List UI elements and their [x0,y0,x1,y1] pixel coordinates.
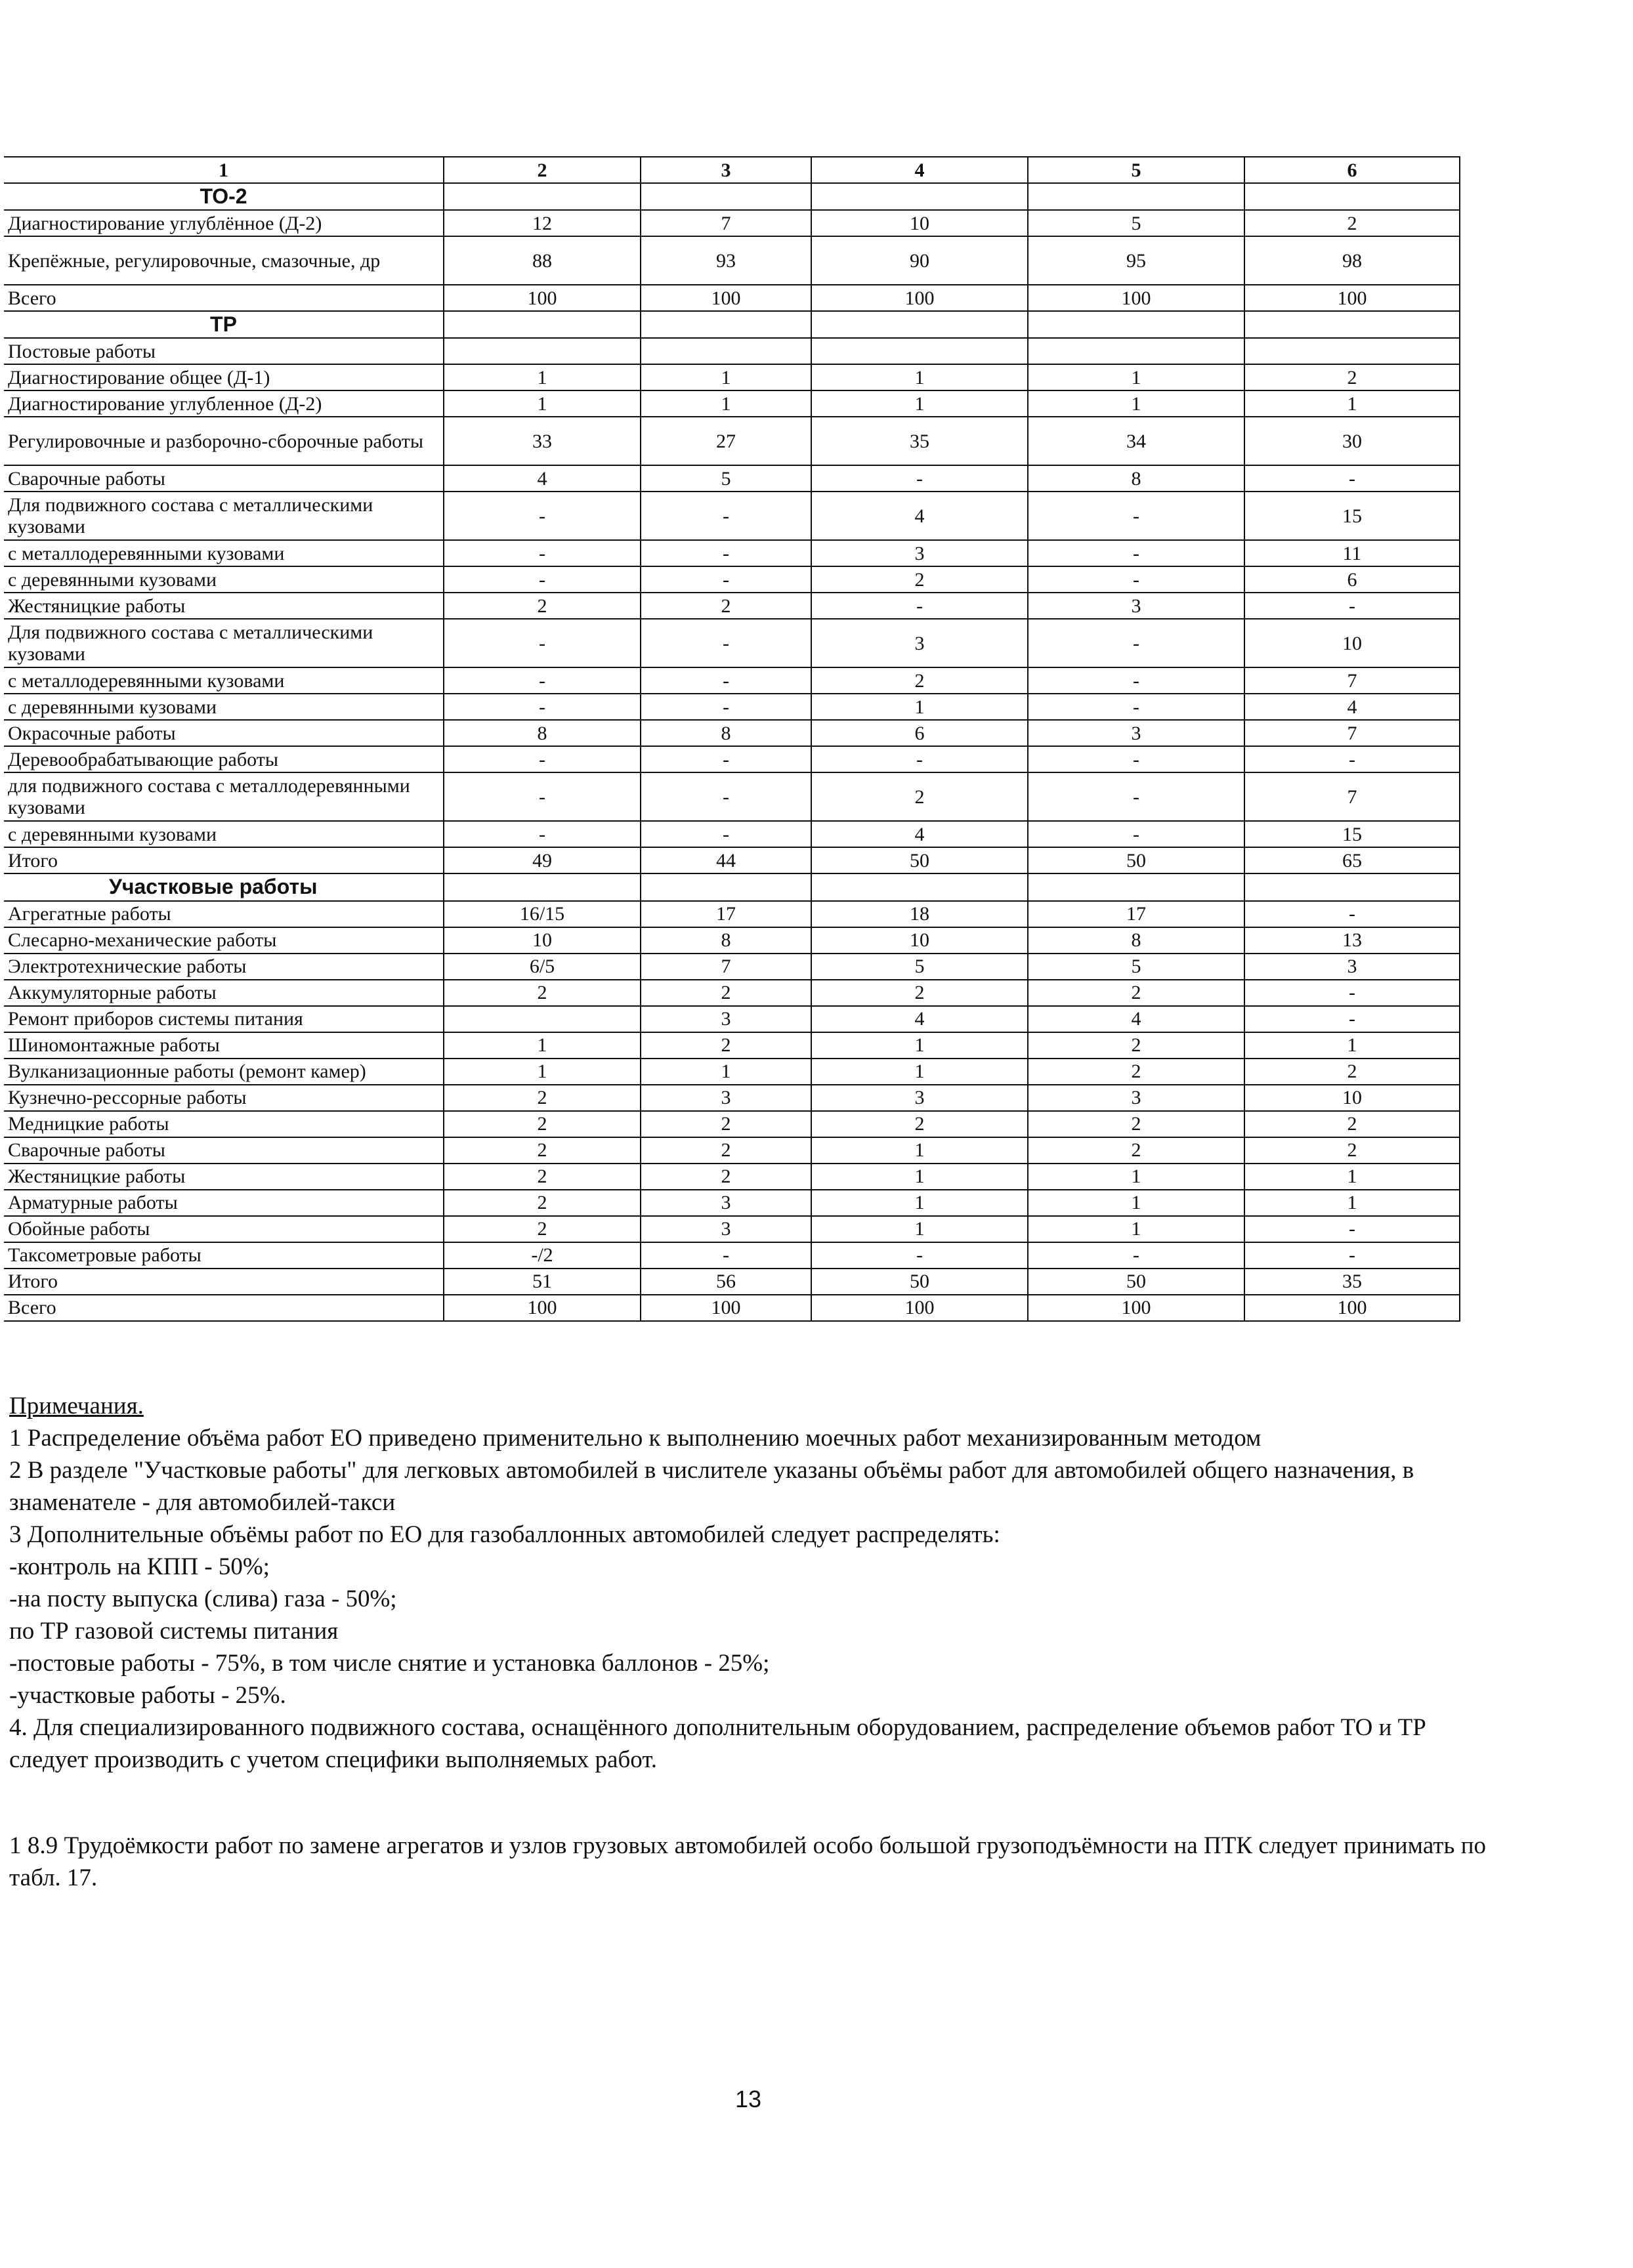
value-cell: 18 [811,901,1028,927]
value-cell [641,338,811,364]
value-cell: 3 [1028,1085,1244,1111]
value-cell: 50 [811,1269,1028,1295]
table-row [4,465,1460,492]
row-label: Агрегатные работы [4,901,444,927]
section-heading-row [4,183,1460,210]
value-cell: - [1028,619,1244,667]
table-row [4,746,1460,772]
value-cell: 100 [641,285,811,311]
value-cell: 7 [1244,667,1460,694]
row-label: Всего [4,1295,444,1321]
value-cell: 10 [444,927,641,954]
table-row [4,566,1460,593]
value-cell: 100 [811,285,1028,311]
row-label: Для подвижного состава с металлическими кузовами [4,619,444,667]
value-cell: 100 [811,1295,1028,1321]
value-cell: - [641,540,811,566]
value-cell: 100 [444,285,641,311]
value-cell: 4 [811,821,1028,847]
value-cell: 35 [811,417,1028,465]
empty-cell [811,311,1028,338]
value-cell [1244,338,1460,364]
section-paragraph [9,1830,1486,1894]
value-cell: 10 [1244,619,1460,667]
note-item: 2 В разделе "Участковые работы" для легковых автомобилей в числителе указаны объёмы работ для автомобилей общего назначения, в знаменателе - для автомобилей-такси [9,1457,1414,1516]
table-row [4,954,1460,980]
row-label: с металлодеревянными кузовами [4,540,444,566]
value-cell: - [641,566,811,593]
empty-cell [1028,183,1244,210]
value-cell: 4 [1028,1006,1244,1032]
row-label: Медницкие работы [4,1111,444,1137]
value-cell: 8 [1028,465,1244,492]
table-row [4,593,1460,619]
value-cell: 8 [444,720,641,746]
empty-cell [811,873,1028,900]
row-label: Диагностирование общее (Д-1) [4,364,444,390]
row-label: Окрасочные работы [4,720,444,746]
value-cell: 4 [444,465,641,492]
value-cell: 8 [641,720,811,746]
note-item: 4. Для специализированного подвижного состава, оснащённого дополнительным оборудованием, распределение объемов работ ТО и ТР следует производить с учетом специфики выполняемых работ. [9,1714,1426,1773]
table-row [4,1242,1460,1269]
note-item: 1 Распределение объёма работ ЕО приведено применительно к выполнению моечных работ механизированным методом [9,1425,1262,1452]
row-label: Таксометровые работы [4,1242,444,1269]
value-cell: 2 [444,593,641,619]
table-row [4,1085,1460,1111]
value-cell: - [811,593,1028,619]
value-cell: 1 [444,1059,641,1085]
table-row [4,1164,1460,1190]
row-label: Итого [4,847,444,873]
value-cell: 15 [1244,821,1460,847]
table-row [4,236,1460,285]
row-label: Диагностирование углублённое (Д-2) [4,210,444,236]
value-cell: - [641,1242,811,1269]
value-cell: 1 [1028,390,1244,417]
note-item: 3 Дополнительные объёмы работ по ЕО для газобаллонных автомобилей следует распределять: [9,1521,1000,1548]
value-cell: 1 [811,1190,1028,1216]
notes-block [9,1390,1486,1776]
value-cell: 1 [444,364,641,390]
row-label: Всего [4,285,444,311]
value-cell: 2 [811,566,1028,593]
value-cell: - [444,821,641,847]
value-cell: 5 [811,954,1028,980]
value-cell: 1 [811,694,1028,720]
row-label: Сварочные работы [4,1137,444,1164]
value-cell: 1 [811,1137,1028,1164]
row-label: Деревообрабатывающие работы [4,746,444,772]
value-cell: 2 [444,1137,641,1164]
value-cell: 1 [811,1164,1028,1190]
empty-cell [444,873,641,900]
row-label: Сварочные работы [4,465,444,492]
empty-cell [1244,311,1460,338]
value-cell: - [641,694,811,720]
value-cell: 1 [1244,390,1460,417]
value-cell: 3 [811,619,1028,667]
value-cell: 3 [641,1085,811,1111]
row-label: Для подвижного состава с металлическими кузовами [4,492,444,540]
value-cell: 2 [641,1032,811,1059]
table-row [4,210,1460,236]
table-row [4,1137,1460,1164]
value-cell: 2 [1244,364,1460,390]
value-cell: 100 [1028,1295,1244,1321]
value-cell: - [444,746,641,772]
note-item: -постовые работы - 75%, в том числе снятие и установка баллонов - 25%; [9,1650,770,1677]
row-label: Арматурные работы [4,1190,444,1216]
row-label: с металлодеревянными кузовами [4,667,444,694]
table-row [4,901,1460,927]
value-cell: 33 [444,417,641,465]
value-cell: 6 [1244,566,1460,593]
row-label: Кузнечно-рессорные работы [4,1085,444,1111]
value-cell: 50 [1028,847,1244,873]
value-cell: 8 [1028,927,1244,954]
value-cell: 17 [1028,901,1244,927]
table-row [4,1111,1460,1137]
value-cell: -/2 [444,1242,641,1269]
value-cell: - [444,619,641,667]
value-cell: 2 [641,1137,811,1164]
table-row [4,285,1460,311]
value-cell: 2 [1244,1059,1460,1085]
row-label: Обойные работы [4,1216,444,1242]
value-cell: 13 [1244,927,1460,954]
row-label: с деревянными кузовами [4,821,444,847]
table-row [4,1216,1460,1242]
column-header: 1 [4,157,444,183]
value-cell: 17 [641,901,811,927]
empty-cell [444,183,641,210]
value-cell: - [641,746,811,772]
value-cell: 2 [641,980,811,1006]
value-cell: 7 [1244,720,1460,746]
value-cell: - [641,821,811,847]
value-cell: 3 [641,1006,811,1032]
row-label: с деревянными кузовами [4,694,444,720]
note-item: -контроль на КПП - 50%; [9,1553,270,1580]
value-cell: 44 [641,847,811,873]
value-cell: 8 [641,927,811,954]
value-cell: 10 [1244,1085,1460,1111]
column-header: 2 [444,157,641,183]
value-cell: 1 [811,1216,1028,1242]
row-label: Вулканизационные работы (ремонт камер) [4,1059,444,1085]
value-cell [811,338,1028,364]
value-cell: - [444,694,641,720]
value-cell: - [811,1242,1028,1269]
empty-cell [1244,873,1460,900]
table-row [4,772,1460,821]
value-cell: - [811,746,1028,772]
value-cell [444,1006,641,1032]
value-cell: 2 [444,1190,641,1216]
value-cell: 5 [1028,210,1244,236]
value-cell: - [1244,465,1460,492]
value-cell: 2 [1028,1032,1244,1059]
value-cell: 1 [641,390,811,417]
value-cell: 2 [444,1111,641,1137]
row-label: Итого [4,1269,444,1295]
value-cell: 1 [811,1032,1028,1059]
value-cell: 1 [641,1059,811,1085]
section-heading-row [4,311,1460,338]
value-cell: 35 [1244,1269,1460,1295]
value-cell: - [641,772,811,821]
work-distribution-table [4,156,1460,1322]
note-item: -на посту выпуска (слива) газа - 50%; [9,1586,397,1612]
empty-cell [641,873,811,900]
value-cell: 1 [1244,1164,1460,1190]
value-cell: - [1028,1242,1244,1269]
value-cell: 1 [1028,1164,1244,1190]
value-cell: 12 [444,210,641,236]
value-cell: - [641,667,811,694]
value-cell: 49 [444,847,641,873]
value-cell: 2 [1244,1111,1460,1137]
value-cell: - [444,540,641,566]
value-cell: 56 [641,1269,811,1295]
table-row [4,821,1460,847]
value-cell: 3 [811,1085,1028,1111]
value-cell: 10 [811,927,1028,954]
row-label: Шиномонтажные работы [4,1032,444,1059]
value-cell: - [641,619,811,667]
empty-cell [1028,311,1244,338]
value-cell: 2 [1028,1059,1244,1085]
row-label: Крепёжные, регулировочные, смазочные, др [4,236,444,285]
value-cell: 4 [811,492,1028,540]
value-cell: 2 [444,1164,641,1190]
table-row [4,540,1460,566]
value-cell: 2 [444,1216,641,1242]
value-cell: - [1028,540,1244,566]
value-cell: 98 [1244,236,1460,285]
value-cell: - [1028,694,1244,720]
value-cell: 1 [1028,1190,1244,1216]
value-cell: 1 [444,390,641,417]
value-cell: 1 [1244,1032,1460,1059]
header-row [4,157,1460,183]
row-label: Диагностирование углубленное (Д-2) [4,390,444,417]
value-cell: 1 [1028,1216,1244,1242]
section-title: ТО-2 [4,183,444,210]
section-heading-row [4,873,1460,900]
table-row [4,338,1460,364]
value-cell: 90 [811,236,1028,285]
value-cell: 50 [811,847,1028,873]
table-row [4,364,1460,390]
empty-cell [641,183,811,210]
value-cell: 1 [1244,1190,1460,1216]
table-row [4,619,1460,667]
row-label: с деревянными кузовами [4,566,444,593]
value-cell: 16/15 [444,901,641,927]
value-cell: 100 [1244,285,1460,311]
value-cell: - [1028,772,1244,821]
value-cell: 2 [811,980,1028,1006]
table-row [4,492,1460,540]
table-row [4,1190,1460,1216]
table-row [4,927,1460,954]
column-header: 6 [1244,157,1460,183]
row-label: для подвижного состава с металлодеревянными кузовами [4,772,444,821]
table-row [4,980,1460,1006]
value-cell: - [1028,566,1244,593]
value-cell: 15 [1244,492,1460,540]
value-cell: - [1244,980,1460,1006]
empty-cell [1028,873,1244,900]
value-cell: 27 [641,417,811,465]
table-row [4,1006,1460,1032]
value-cell: - [1244,901,1460,927]
value-cell: 30 [1244,417,1460,465]
table-row [4,390,1460,417]
row-label: Электротехнические работы [4,954,444,980]
value-cell: 2 [811,1111,1028,1137]
value-cell: 2 [811,772,1028,821]
value-cell: - [641,492,811,540]
value-cell: - [1244,1216,1460,1242]
value-cell: 7 [641,210,811,236]
row-label: Ремонт приборов системы питания [4,1006,444,1032]
row-label: Регулировочные и разборочно-сборочные работы [4,417,444,465]
value-cell [1028,338,1244,364]
page-number: 13 [734,2086,762,2112]
value-cell: 100 [1028,285,1244,311]
value-cell: 65 [1244,847,1460,873]
value-cell: 3 [811,540,1028,566]
table-row [4,667,1460,694]
value-cell: 93 [641,236,811,285]
value-cell: 2 [1244,210,1460,236]
value-cell: - [444,492,641,540]
value-cell: 2 [641,1111,811,1137]
value-cell: 2 [811,667,1028,694]
value-cell: 1 [1028,364,1244,390]
value-cell: 1 [444,1032,641,1059]
empty-cell [641,311,811,338]
table-row [4,1295,1460,1321]
value-cell: 100 [641,1295,811,1321]
value-cell: - [1028,746,1244,772]
value-cell: 2 [1028,1111,1244,1137]
note-item: -участковые работы - 25%. [9,1682,286,1709]
value-cell: 2 [641,1164,811,1190]
value-cell: 3 [641,1190,811,1216]
row-label: Аккумуляторные работы [4,980,444,1006]
value-cell: - [444,566,641,593]
value-cell: 7 [1244,772,1460,821]
value-cell: 3 [1244,954,1460,980]
table-row [4,1032,1460,1059]
value-cell [444,338,641,364]
section-title: ТР [4,311,444,338]
empty-cell [1244,183,1460,210]
value-cell: - [1028,821,1244,847]
value-cell: 1 [811,364,1028,390]
notes-title: Примечания. [9,1393,144,1419]
value-cell: - [811,465,1028,492]
value-cell: 3 [1028,720,1244,746]
value-cell: - [444,772,641,821]
value-cell: 2 [444,1085,641,1111]
value-cell: 3 [1028,593,1244,619]
table-row [4,1059,1460,1085]
empty-cell [811,183,1028,210]
row-label: Слесарно-механические работы [4,927,444,954]
value-cell: 2 [641,593,811,619]
row-label: Жестяницкие работы [4,593,444,619]
value-cell: 6 [811,720,1028,746]
value-cell: 6/5 [444,954,641,980]
column-header: 3 [641,157,811,183]
section-title: Участковые работы [4,873,444,900]
value-cell: 2 [444,980,641,1006]
value-cell: 1 [811,390,1028,417]
value-cell: 5 [641,465,811,492]
column-header: 4 [811,157,1028,183]
value-cell: 50 [1028,1269,1244,1295]
value-cell: 2 [1028,1137,1244,1164]
value-cell: 34 [1028,417,1244,465]
value-cell: 4 [811,1006,1028,1032]
table-row [4,847,1460,873]
value-cell: 100 [444,1295,641,1321]
value-cell: 2 [1028,980,1244,1006]
value-cell: 100 [1244,1295,1460,1321]
table-row [4,1269,1460,1295]
value-cell: 11 [1244,540,1460,566]
value-cell: 1 [811,1059,1028,1085]
empty-cell [444,311,641,338]
value-cell: 88 [444,236,641,285]
value-cell: - [1244,1006,1460,1032]
value-cell: - [1244,1242,1460,1269]
row-label: Постовые работы [4,338,444,364]
table-row [4,694,1460,720]
column-header: 5 [1028,157,1244,183]
value-cell: 7 [641,954,811,980]
value-cell: - [1028,667,1244,694]
value-cell: - [1028,492,1244,540]
row-label: Жестяницкие работы [4,1164,444,1190]
value-cell: - [1244,593,1460,619]
value-cell: 10 [811,210,1028,236]
note-item: по ТР газовой системы питания [9,1618,339,1645]
value-cell: 2 [1244,1137,1460,1164]
value-cell: 95 [1028,236,1244,285]
value-cell: 5 [1028,954,1244,980]
value-cell: - [444,667,641,694]
value-cell: 51 [444,1269,641,1295]
value-cell: 4 [1244,694,1460,720]
value-cell: 3 [641,1216,811,1242]
paragraph-text: 1 8.9 Трудоёмкости работ по замене агрегатов и узлов грузовых автомобилей особо большой грузоподъёмности на ПТК следует принимать по табл. 17. [9,1832,1486,1891]
table-row [4,720,1460,746]
table-row [4,417,1460,465]
value-cell: 1 [641,364,811,390]
value-cell: - [1244,746,1460,772]
